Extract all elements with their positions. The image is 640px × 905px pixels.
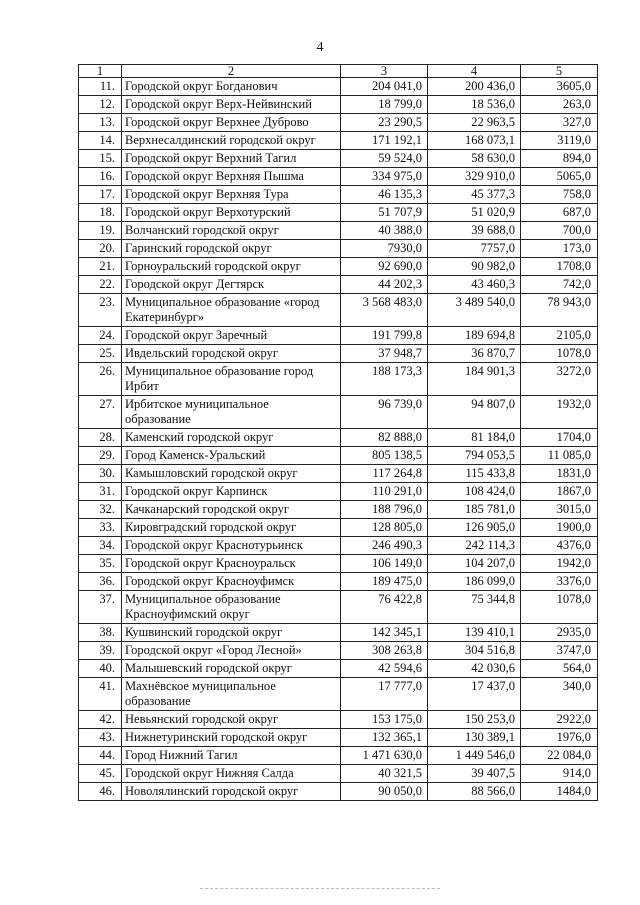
value-col-4: 139 410,1 bbox=[428, 624, 521, 642]
value-col-5: 2105,0 bbox=[521, 327, 598, 345]
value-col-3: 59 524,0 bbox=[341, 150, 428, 168]
table-row bbox=[79, 396, 598, 429]
value-col-4: 130 389,1 bbox=[428, 729, 521, 747]
value-col-3: 308 263,8 bbox=[341, 642, 428, 660]
value-col-4: 189 694,8 bbox=[428, 327, 521, 345]
row-number: 26. bbox=[79, 363, 122, 396]
municipality-name: Новолялинский городской округ bbox=[122, 783, 341, 801]
value-col-3: 90 050,0 bbox=[341, 783, 428, 801]
value-col-4: 75 344,8 bbox=[428, 591, 521, 624]
municipality-name: Город Нижний Тагил bbox=[122, 747, 341, 765]
table-row bbox=[79, 501, 598, 519]
table-row bbox=[79, 447, 598, 465]
row-number: 45. bbox=[79, 765, 122, 783]
table-row bbox=[79, 222, 598, 240]
value-col-5: 5065,0 bbox=[521, 168, 598, 186]
table-row bbox=[79, 765, 598, 783]
value-col-3: 188 796,0 bbox=[341, 501, 428, 519]
row-number: 31. bbox=[79, 483, 122, 501]
value-col-4: 36 870,7 bbox=[428, 345, 521, 363]
value-col-3: 142 345,1 bbox=[341, 624, 428, 642]
row-number: 22. bbox=[79, 276, 122, 294]
table-row bbox=[79, 624, 598, 642]
value-col-4: 3 489 540,0 bbox=[428, 294, 521, 327]
row-number: 14. bbox=[79, 132, 122, 150]
value-col-4: 304 516,8 bbox=[428, 642, 521, 660]
municipality-name: Махнёвское муниципальное образование bbox=[122, 678, 341, 711]
value-col-5: 3376,0 bbox=[521, 573, 598, 591]
value-col-5: 327,0 bbox=[521, 114, 598, 132]
value-col-4: 242 114,3 bbox=[428, 537, 521, 555]
municipality-name: Город Каменск-Уральский bbox=[122, 447, 341, 465]
value-col-3: 17 777,0 bbox=[341, 678, 428, 711]
municipality-name: Качканарский городской округ bbox=[122, 501, 341, 519]
table-row bbox=[79, 429, 598, 447]
municipality-name: Городской округ Красноуральск bbox=[122, 555, 341, 573]
value-col-5: 742,0 bbox=[521, 276, 598, 294]
table-row bbox=[79, 204, 598, 222]
table-row bbox=[79, 678, 598, 711]
municipality-name: Городской округ Богданович bbox=[122, 78, 341, 96]
value-col-5: 1867,0 bbox=[521, 483, 598, 501]
value-col-3: 96 739,0 bbox=[341, 396, 428, 429]
row-number: 23. bbox=[79, 294, 122, 327]
value-col-5: 1942,0 bbox=[521, 555, 598, 573]
header-col-3: 3 bbox=[341, 65, 428, 78]
table-row bbox=[79, 240, 598, 258]
value-col-5: 3272,0 bbox=[521, 363, 598, 396]
value-col-3: 171 192,1 bbox=[341, 132, 428, 150]
value-col-3: 191 799,8 bbox=[341, 327, 428, 345]
table-row bbox=[79, 150, 598, 168]
value-col-5: 894,0 bbox=[521, 150, 598, 168]
row-number: 27. bbox=[79, 396, 122, 429]
value-col-3: 1 471 630,0 bbox=[341, 747, 428, 765]
value-col-3: 76 422,8 bbox=[341, 591, 428, 624]
value-col-5: 340,0 bbox=[521, 678, 598, 711]
value-col-4: 81 184,0 bbox=[428, 429, 521, 447]
value-col-5: 1078,0 bbox=[521, 345, 598, 363]
municipality-name: Ивдельский городской округ bbox=[122, 345, 341, 363]
value-col-4: 168 073,1 bbox=[428, 132, 521, 150]
value-col-4: 115 433,8 bbox=[428, 465, 521, 483]
value-col-5: 1976,0 bbox=[521, 729, 598, 747]
row-number: 39. bbox=[79, 642, 122, 660]
row-number: 21. bbox=[79, 258, 122, 276]
value-col-5: 2935,0 bbox=[521, 624, 598, 642]
row-number: 37. bbox=[79, 591, 122, 624]
table-row bbox=[79, 591, 598, 624]
row-number: 36. bbox=[79, 573, 122, 591]
value-col-4: 104 207,0 bbox=[428, 555, 521, 573]
value-col-4: 1 449 546,0 bbox=[428, 747, 521, 765]
value-col-3: 23 290,5 bbox=[341, 114, 428, 132]
value-col-3: 92 690,0 bbox=[341, 258, 428, 276]
row-number: 43. bbox=[79, 729, 122, 747]
value-col-3: 117 264,8 bbox=[341, 465, 428, 483]
municipality-name: Горноуральский городской округ bbox=[122, 258, 341, 276]
value-col-5: 2922,0 bbox=[521, 711, 598, 729]
value-col-4: 39 407,5 bbox=[428, 765, 521, 783]
value-col-3: 18 799,0 bbox=[341, 96, 428, 114]
table-row bbox=[79, 363, 598, 396]
value-col-3: 204 041,0 bbox=[341, 78, 428, 96]
table-row bbox=[79, 642, 598, 660]
value-col-4: 108 424,0 bbox=[428, 483, 521, 501]
municipality-name: Муниципальное образование Красноуфимский округ bbox=[122, 591, 341, 624]
value-col-5: 173,0 bbox=[521, 240, 598, 258]
value-col-3: 40 388,0 bbox=[341, 222, 428, 240]
table-row bbox=[79, 327, 598, 345]
row-number: 28. bbox=[79, 429, 122, 447]
municipality-name: Городской округ Верхняя Пышма bbox=[122, 168, 341, 186]
municipality-name: Городской округ Верхнее Дуброво bbox=[122, 114, 341, 132]
row-number: 30. bbox=[79, 465, 122, 483]
municipality-name: Волчанский городской округ bbox=[122, 222, 341, 240]
municipality-name: Муниципальное образование город Ирбит bbox=[122, 363, 341, 396]
row-number: 34. bbox=[79, 537, 122, 555]
table-row bbox=[79, 711, 598, 729]
municipality-name: Невьянский городской округ bbox=[122, 711, 341, 729]
value-col-4: 42 030,6 bbox=[428, 660, 521, 678]
header-col-5: 5 bbox=[521, 65, 598, 78]
value-col-4: 7757,0 bbox=[428, 240, 521, 258]
table-row bbox=[79, 276, 598, 294]
table-row bbox=[79, 747, 598, 765]
municipality-name: Муниципальное образование «город Екатеринбург» bbox=[122, 294, 341, 327]
municipality-name: Городской округ Верхний Тагил bbox=[122, 150, 341, 168]
value-col-3: 82 888,0 bbox=[341, 429, 428, 447]
table-row bbox=[79, 660, 598, 678]
row-number: 11. bbox=[79, 78, 122, 96]
value-col-4: 18 536,0 bbox=[428, 96, 521, 114]
value-col-3: 44 202,3 bbox=[341, 276, 428, 294]
value-col-5: 758,0 bbox=[521, 186, 598, 204]
value-col-5: 687,0 bbox=[521, 204, 598, 222]
row-number: 19. bbox=[79, 222, 122, 240]
table-row bbox=[79, 114, 598, 132]
value-col-4: 90 982,0 bbox=[428, 258, 521, 276]
row-number: 25. bbox=[79, 345, 122, 363]
municipality-name: Городской округ Дегтярск bbox=[122, 276, 341, 294]
value-col-3: 132 365,1 bbox=[341, 729, 428, 747]
row-number: 32. bbox=[79, 501, 122, 519]
table-row bbox=[79, 78, 598, 96]
value-col-5: 1708,0 bbox=[521, 258, 598, 276]
value-col-5: 1932,0 bbox=[521, 396, 598, 429]
municipality-name: Верхнесалдинский городской округ bbox=[122, 132, 341, 150]
value-col-5: 700,0 bbox=[521, 222, 598, 240]
value-col-5: 1704,0 bbox=[521, 429, 598, 447]
row-number: 33. bbox=[79, 519, 122, 537]
table-row bbox=[79, 186, 598, 204]
municipality-name: Городской округ Карпинск bbox=[122, 483, 341, 501]
municipality-name: Кушвинский городской округ bbox=[122, 624, 341, 642]
row-number: 44. bbox=[79, 747, 122, 765]
value-col-5: 22 084,0 bbox=[521, 747, 598, 765]
row-number: 17. bbox=[79, 186, 122, 204]
municipality-name: Городской округ Краснотурьинск bbox=[122, 537, 341, 555]
row-number: 18. bbox=[79, 204, 122, 222]
value-col-5: 564,0 bbox=[521, 660, 598, 678]
table-row bbox=[79, 783, 598, 801]
municipality-name: Городской округ «Город Лесной» bbox=[122, 642, 341, 660]
table-row bbox=[79, 729, 598, 747]
header-col-1: 1 bbox=[79, 65, 122, 78]
value-col-5: 1831,0 bbox=[521, 465, 598, 483]
municipality-name: Городской округ Красноуфимск bbox=[122, 573, 341, 591]
value-col-4: 186 099,0 bbox=[428, 573, 521, 591]
value-col-4: 17 437,0 bbox=[428, 678, 521, 711]
value-col-3: 7930,0 bbox=[341, 240, 428, 258]
value-col-5: 263,0 bbox=[521, 96, 598, 114]
value-col-4: 22 963,5 bbox=[428, 114, 521, 132]
value-col-3: 334 975,0 bbox=[341, 168, 428, 186]
value-col-3: 46 135,3 bbox=[341, 186, 428, 204]
municipality-name: Нижнетуринский городской округ bbox=[122, 729, 341, 747]
value-col-5: 4376,0 bbox=[521, 537, 598, 555]
value-col-4: 45 377,3 bbox=[428, 186, 521, 204]
value-col-4: 58 630,0 bbox=[428, 150, 521, 168]
table-row bbox=[79, 519, 598, 537]
value-col-4: 88 566,0 bbox=[428, 783, 521, 801]
row-number: 40. bbox=[79, 660, 122, 678]
header-col-4: 4 bbox=[428, 65, 521, 78]
value-col-5: 11 085,0 bbox=[521, 447, 598, 465]
municipality-name: Кировградский городской округ bbox=[122, 519, 341, 537]
table-row bbox=[79, 132, 598, 150]
municipality-name: Камышловский городской округ bbox=[122, 465, 341, 483]
row-number: 24. bbox=[79, 327, 122, 345]
value-col-3: 42 594,6 bbox=[341, 660, 428, 678]
value-col-4: 51 020,9 bbox=[428, 204, 521, 222]
value-col-5: 3119,0 bbox=[521, 132, 598, 150]
value-col-5: 1484,0 bbox=[521, 783, 598, 801]
municipality-name: Городской округ Заречный bbox=[122, 327, 341, 345]
value-col-4: 150 253,0 bbox=[428, 711, 521, 729]
municipality-name: Городской округ Верхотурский bbox=[122, 204, 341, 222]
value-col-3: 153 175,0 bbox=[341, 711, 428, 729]
municipality-name: Городской округ Верхняя Тура bbox=[122, 186, 341, 204]
value-col-5: 78 943,0 bbox=[521, 294, 598, 327]
table-row bbox=[79, 96, 598, 114]
value-col-4: 126 905,0 bbox=[428, 519, 521, 537]
municipal-budget-table bbox=[78, 64, 598, 801]
row-number: 16. bbox=[79, 168, 122, 186]
value-col-4: 184 901,3 bbox=[428, 363, 521, 396]
row-number: 13. bbox=[79, 114, 122, 132]
row-number: 41. bbox=[79, 678, 122, 711]
municipality-name: Каменский городской округ bbox=[122, 429, 341, 447]
value-col-3: 3 568 483,0 bbox=[341, 294, 428, 327]
table-row bbox=[79, 258, 598, 276]
table-row bbox=[79, 345, 598, 363]
row-number: 42. bbox=[79, 711, 122, 729]
value-col-3: 246 490,3 bbox=[341, 537, 428, 555]
value-col-4: 43 460,3 bbox=[428, 276, 521, 294]
value-col-5: 1900,0 bbox=[521, 519, 598, 537]
value-col-5: 914,0 bbox=[521, 765, 598, 783]
table-row bbox=[79, 465, 598, 483]
row-number: 46. bbox=[79, 783, 122, 801]
table-body bbox=[79, 65, 598, 801]
value-col-3: 106 149,0 bbox=[341, 555, 428, 573]
municipality-name: Гаринский городской округ bbox=[122, 240, 341, 258]
value-col-3: 51 707,9 bbox=[341, 204, 428, 222]
value-col-4: 200 436,0 bbox=[428, 78, 521, 96]
row-number: 12. bbox=[79, 96, 122, 114]
value-col-3: 40 321,5 bbox=[341, 765, 428, 783]
header-col-2: 2 bbox=[122, 65, 341, 78]
value-col-4: 39 688,0 bbox=[428, 222, 521, 240]
value-col-5: 1078,0 bbox=[521, 591, 598, 624]
municipality-name: Малышевский городской округ bbox=[122, 660, 341, 678]
table-row bbox=[79, 555, 598, 573]
value-col-3: 188 173,3 bbox=[341, 363, 428, 396]
municipality-name: Городской округ Верх-Нейвинский bbox=[122, 96, 341, 114]
value-col-4: 94 807,0 bbox=[428, 396, 521, 429]
scan-artifact bbox=[200, 888, 440, 891]
value-col-4: 329 910,0 bbox=[428, 168, 521, 186]
value-col-3: 110 291,0 bbox=[341, 483, 428, 501]
table-row bbox=[79, 294, 598, 327]
header-row bbox=[79, 65, 598, 78]
value-col-3: 805 138,5 bbox=[341, 447, 428, 465]
value-col-4: 185 781,0 bbox=[428, 501, 521, 519]
table-row bbox=[79, 483, 598, 501]
row-number: 15. bbox=[79, 150, 122, 168]
row-number: 29. bbox=[79, 447, 122, 465]
value-col-5: 3605,0 bbox=[521, 78, 598, 96]
municipality-name: Городской округ Нижняя Салда bbox=[122, 765, 341, 783]
table-row bbox=[79, 573, 598, 591]
value-col-5: 3015,0 bbox=[521, 501, 598, 519]
value-col-5: 3747,0 bbox=[521, 642, 598, 660]
page-number: 4 bbox=[316, 40, 324, 55]
table-row bbox=[79, 537, 598, 555]
value-col-3: 128 805,0 bbox=[341, 519, 428, 537]
value-col-3: 189 475,0 bbox=[341, 573, 428, 591]
row-number: 20. bbox=[79, 240, 122, 258]
value-col-3: 37 948,7 bbox=[341, 345, 428, 363]
municipality-name: Ирбитское муниципальное образование bbox=[122, 396, 341, 429]
value-col-4: 794 053,5 bbox=[428, 447, 521, 465]
row-number: 35. bbox=[79, 555, 122, 573]
row-number: 38. bbox=[79, 624, 122, 642]
table-row bbox=[79, 168, 598, 186]
